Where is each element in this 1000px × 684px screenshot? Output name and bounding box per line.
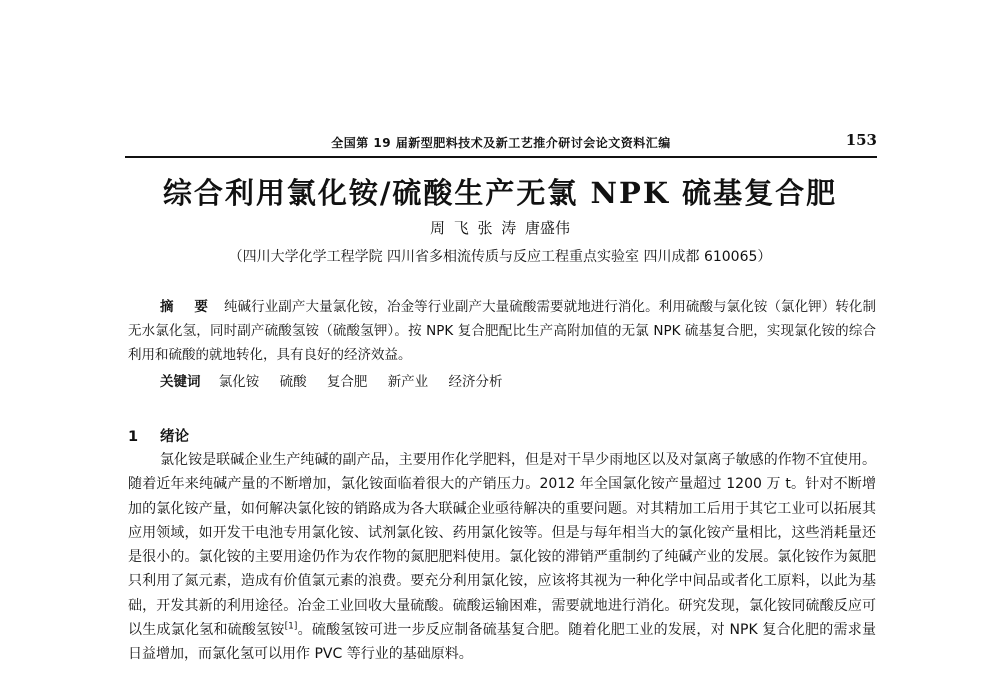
keywords-label: 关键词 xyxy=(160,374,201,390)
abstract-text: 纯碱行业副产大量氯化铵，冶金等行业副产大量硫酸需要就地进行消化。利用硫酸与氯化铵（氯化钾）转化制无水氯化氢，同时副产硫酸氢铵（硫酸氢钾）。按 NPK 复合肥配比生产高附加值的无氯 NPK 硫基复合肥，实现氯化铵的综合利用和硫酸的就地转化，具有良好的经济效益。 xyxy=(128,299,877,363)
paper-affiliation: （四川大学化学工程学院 四川省多相流传质与反应工程重点实验室 四川成都 610065） xyxy=(228,249,772,265)
section-heading xyxy=(128,425,189,446)
header-rule xyxy=(125,156,877,158)
running-head-title: 全国第 19 届新型肥料技术及新工艺推介研讨会论文资料汇编 xyxy=(331,136,671,150)
page-number: 153 xyxy=(845,131,877,149)
section-title: 绪论 xyxy=(160,429,189,445)
citation-ref[interactable]: [1] xyxy=(284,621,298,632)
body-text-part-2: 。硫酸氢铵可进一步反应制备硫基复合肥。随着化肥工业的发展，对 NPK 复合化肥的需求量日益增加，而氯化氢可以用作 PVC 等行业的基础原料。 xyxy=(128,622,877,663)
keyword-item: 硫酸 xyxy=(279,374,307,390)
abstract-label: 摘 要 xyxy=(160,299,216,315)
section-number: 1 xyxy=(128,429,139,445)
paper-title: 综合利用氯化铵/硫酸生产无氯 NPK 硫基复合肥 xyxy=(162,176,838,210)
body-paragraph xyxy=(128,448,876,667)
keyword-item: 复合肥 xyxy=(326,374,368,390)
keyword-item: 经济分析 xyxy=(448,374,503,390)
paper-authors: 周 飞 张 涛 唐盛伟 xyxy=(429,219,571,237)
keywords xyxy=(160,370,876,390)
body-text-part-1: 氯化铵是联碱企业生产纯碱的副产品，主要用作化学肥料，但是对干旱少雨地区以及对氯离子敏感的作物不宜使用。随着近年来纯碱产量的不断增加，氯化铵面临着很大的产销压力。2012 年全国氯化铵产量超过 1200 万 t。针对不断增加的氯化铵产量，如何解决氯化铵的销路成为各大联碱企业亟待解决的重要问题。对其精加工后用于其它工业可以拓展其应用领域，如开发干电池专用氯化铵、试剂氯化铵、药用氯化铵等。但是与每年相当大的氯化铵产量相比，这些消耗量还是很小的。氯化铵的主要用途仍作为农作物的氮肥肥料使用。氯化铵的滞销严重制约了纯碱产业的发展。氯化铵作为氮肥只利用了氮元素，造成有价值氯元素的浪费。要充分利用氯化铵，应该将其视为一种化学中间品或者化工原料，以此为基础，开发其新的利用途径。冶金工业回收大量硫酸。硫酸运输困难，需要就地进行消化。研究发现，氯化铵同硫酸反应可以生成氯化氢和硫酸氢铵 xyxy=(128,452,876,639)
keyword-item: 新产业 xyxy=(387,374,429,390)
keyword-item: 氯化铵 xyxy=(218,374,260,390)
abstract xyxy=(128,295,876,367)
running-head xyxy=(125,130,877,156)
